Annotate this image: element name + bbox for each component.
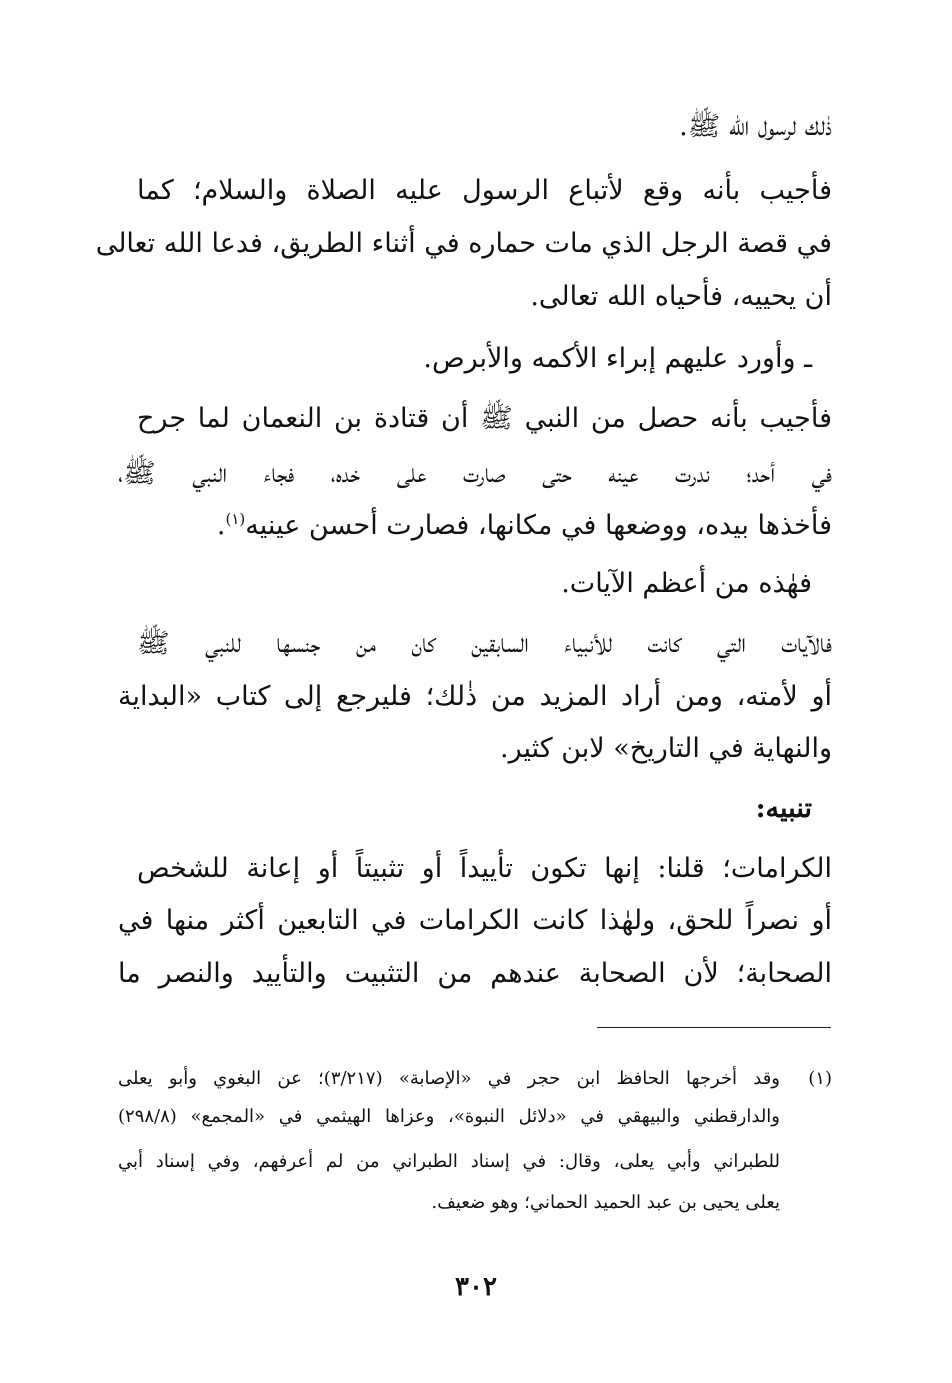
text-line-14: الكرامات؛ قلنا: إنها تكون تأييداً أو تثبيتاً أو إعانة للشخص — [137, 853, 833, 884]
footnote-line-3: للطبراني وأبي يعلى، وقال: في إسناد الطبراني من لم أعرفهم، وفي إسناد أبي — [118, 1151, 780, 1172]
text-line-8-body: فأخذها بيده، ووضعها في مكانها، فصارت أحسن عينيه — [245, 510, 832, 541]
text-line-4: أن يحييه، فأحياه الله تعالى. — [530, 281, 832, 312]
footnote-number: (١) — [808, 1068, 832, 1089]
footnote-line-1: وقد أخرجها الحافظ ابن حجر في «الإصابة» (٣/٢١٧)؛ عن البغوي وأبو يعلى — [118, 1068, 780, 1089]
page-number: ٣٠٢ — [455, 1272, 497, 1302]
text-line-1: ذٰلك لرسول الله ﷺ. — [679, 111, 832, 142]
text-line-8 — [118, 512, 832, 539]
text-line-10: فالآيات التي كانت للأنبياء السابقين كان من جنسها للنبي ﷺ — [137, 628, 832, 659]
text-line-9: فهٰذه من أعظم الآيات. — [561, 568, 812, 599]
text-line-5: ـ وأورد عليهم إبراء الأكمه والأبرص. — [423, 343, 812, 374]
footnote-separator — [597, 1027, 831, 1028]
footnote-line-4: يعلى يحيى بن عبد الحميد الحماني؛ وهو ضعيف. — [431, 1192, 780, 1213]
text-line-12: والنهاية في التاريخ» لابن كثير. — [499, 733, 832, 764]
text-line-6: فأجيب بأنه حصل من النبي ﷺ أن قتادة بن النعمان لما جرح — [137, 403, 832, 434]
footnote-reference: (١) — [225, 510, 246, 528]
text-line-11: أو لأمته، ومن أراد المزيد من ذٰلك؛ فليرجع إلى كتاب «البداية — [118, 681, 832, 712]
text-line-3: في قصة الرجل الذي مات حماره في أثناء الطريق، فدعا الله تعالى — [95, 228, 832, 259]
text-line-16: الصحابة؛ لأن الصحابة عندهم من التثبيت والتأييد والنصر ما — [118, 958, 832, 989]
footnote-line-2: والدارقطني والبيهقي في «دلائل النبوة»، وعزاها الهيثمي في «المجمع» (٢٩٨/٨) — [118, 1106, 780, 1127]
section-heading: تنبيه: — [755, 793, 812, 824]
text-line-15: أو نصراً للحق، ولهٰذا كانت الكرامات في التابعين أكثر منها في — [118, 905, 832, 936]
text-line-7: في أحد؛ ندرت عينه حتى صارت على خده، فجاء النبي ﷺ، — [118, 458, 832, 489]
text-line-8-end: . — [216, 510, 226, 541]
text-line-2: فأجيب بأنه وقع لأتباع الرسول عليه الصلاة والسلام؛ كما — [137, 175, 832, 206]
